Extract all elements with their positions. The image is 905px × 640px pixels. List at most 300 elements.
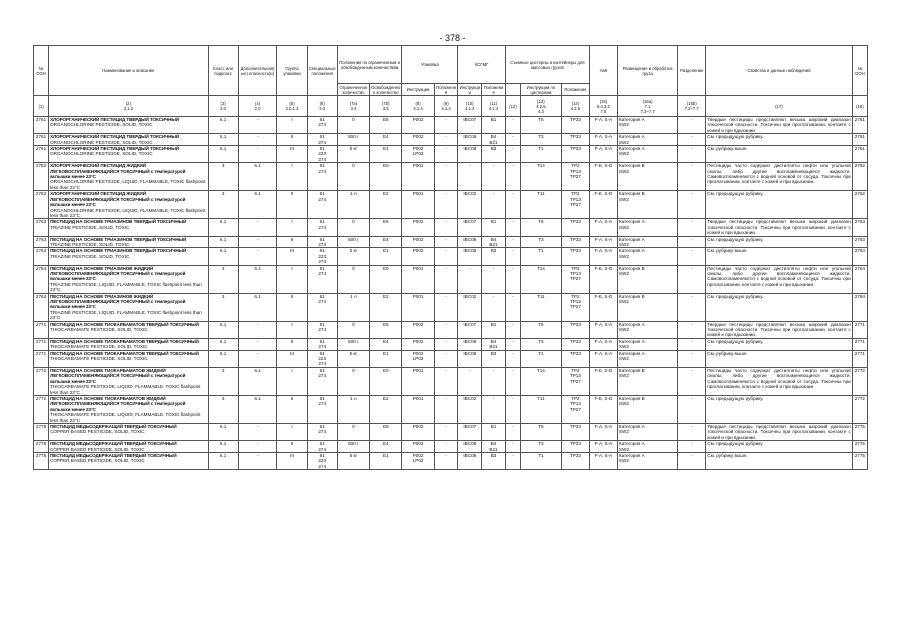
ems-code: F-A, S-A <box>589 146 617 163</box>
stowage: Категория В SW2 <box>617 265 677 293</box>
packing-provision: - <box>434 321 458 338</box>
name-english: THIOCARBAMATE PESTICIDE, SOLID, TOXIC <box>50 327 148 333</box>
ibc-provision: B1 <box>482 423 506 440</box>
table-row <box>34 117 868 134</box>
packing-instruction: P002 LP02 <box>402 350 434 367</box>
stowage: Категория А SW2 <box>617 321 677 338</box>
stowage: Категория В SW2 <box>617 191 677 219</box>
un-number: 2775 <box>34 452 49 469</box>
properties: Твердые пестициды представляют весьма широкий диапазон токсической опасности. Токсичны при проглатывании, контакте с кожей и при вдыхании. <box>707 219 851 236</box>
ems-code: F-A, S-A <box>589 350 617 367</box>
tank-instruction: T3 <box>520 441 561 453</box>
limited-quantity: 0 <box>337 265 369 293</box>
segregation: - <box>678 321 706 338</box>
col-ems: АвК <box>589 46 617 96</box>
properties: См. предыдущую рубрику. <box>706 338 853 350</box>
ibc-instruction: IBC08 <box>458 134 482 146</box>
tank-provision: TP33 <box>561 338 589 350</box>
tank-provision: TP33 <box>561 236 589 248</box>
ibc-instruction: - <box>458 163 482 191</box>
tank-instruction: T6 <box>520 321 561 338</box>
ems-code: F-E, S-D <box>589 395 617 423</box>
column-number: (15) 5.4.3.2 7.8 <box>589 96 617 117</box>
tank-instruction: T3 <box>520 134 561 146</box>
un-number: 2771 <box>34 321 49 338</box>
ems-code: F-A, S-A <box>589 423 617 440</box>
properties: См. рубрику выше. <box>706 350 853 367</box>
segregation: - <box>678 248 706 265</box>
column-12: - <box>505 338 520 350</box>
ibc-provision: B3 <box>482 248 506 265</box>
proper-shipping-name <box>49 350 208 367</box>
tank-provision: TP33 <box>561 248 589 265</box>
proper-shipping-name <box>49 236 208 248</box>
tank-provision: TP33 <box>561 441 589 453</box>
ibc-instruction: IBC02 <box>458 293 482 321</box>
subsidiary-risk: 6.1 <box>238 395 277 423</box>
name-russian: ПЕСТИЦИД НА ОСНОВЕ ТИОКАРБАМАТОВ ЖИДКИЙ ЛЕГКОВОСПЛАМЕНЯЮЩИЙСЯ ТОКСИЧНЫЙ с температурой вспышки менее 23°C <box>50 367 186 384</box>
table-row <box>34 163 868 191</box>
col-no-right: № ООН <box>852 46 867 96</box>
tank-provision: TP2 TP13 TP27 <box>561 265 589 293</box>
packing-provision: - <box>434 367 458 395</box>
column-12: - <box>505 441 520 453</box>
un-number-right: 2761 <box>852 146 867 163</box>
col-pk-instr: Инструкции <box>402 84 434 96</box>
properties: См. предыдущую рубрику. <box>706 395 853 423</box>
ibc-provision: B1 <box>482 321 506 338</box>
name-russian: ПЕСТИЦИД НА ОСНОВЕ ТИОКАРБАМАТОВ ТВЕРДЫЙ ТОКСИЧНЫЙ <box>50 350 199 356</box>
column-number-row <box>34 96 868 117</box>
tank-instruction: T14 <box>520 265 561 293</box>
limited-quantity: 1 л <box>337 191 369 219</box>
un-number-right: 2775 <box>852 441 867 453</box>
column-number: (12) <box>505 96 520 117</box>
stowage: Категория А SW2 <box>617 423 677 440</box>
name-english: TRIAZINE PESTICIDE, SOLID, TOXIC <box>50 241 130 247</box>
packing-instruction: P002 <box>402 219 434 236</box>
col-ibc-instr: Инструкции <box>459 84 480 95</box>
ibc-provision: - <box>482 293 506 321</box>
tank-instruction: T1 <box>520 350 561 367</box>
subsidiary-risk: - <box>238 219 277 236</box>
excepted-quantity: E4 <box>370 134 402 146</box>
excepted-quantity: E0 <box>370 163 402 191</box>
packing-instruction: P002 <box>402 117 434 134</box>
packing-instruction: P001 <box>402 395 434 423</box>
col-eq: Освобожденное количество <box>371 84 401 95</box>
segregation: - <box>678 452 706 469</box>
stowage: Категория А SW2 <box>617 219 677 236</box>
packing-group: I <box>277 163 307 191</box>
segregation: - <box>678 134 706 146</box>
name-russian: ХЛОРОРГАНИЧЕСКИЙ ПЕСТИЦИД ТВЕРДЫЙ ТОКСИЧНЫЙ <box>50 146 179 152</box>
class: 3 <box>208 163 238 191</box>
subsidiary-risk: - <box>238 134 277 146</box>
excepted-quantity: E1 <box>370 350 402 367</box>
properties: Пестициды часто содержат дистилляты нефти или угольной смолы, либо другие воспламеняющиеся жидкости. Самовоспламеняются с водной основой от сосуда. Токсичны при проглатывании, контакте с кожей и при вдыхании. <box>706 367 853 395</box>
ems-code: F-E, S-D <box>589 265 617 293</box>
properties: Твердые пестициды представляют весьма широкий диапазон токсической опасности. Токсичны при проглатывании, контакте с кожей и при вдыхании. <box>707 117 851 133</box>
packing-group: III <box>277 452 307 469</box>
col-class: Класс или подкласс <box>208 46 238 96</box>
un-number: 2763 <box>34 248 49 265</box>
un-number: 2762 <box>34 163 49 191</box>
packing-group: I <box>277 321 307 338</box>
column-number: (16b) 7.2–7.7 <box>678 96 706 117</box>
tank-instruction: T11 <box>520 191 561 219</box>
ems-code: F-A, S-A <box>589 248 617 265</box>
name-russian: ПЕСТИЦИД МЕДЬСОДЕРЖАЩИЙ ТВЕРДЫЙ ТОКСИЧНЫЙ <box>50 441 177 447</box>
column-12: - <box>505 367 520 395</box>
table-row <box>34 191 868 219</box>
excepted-quantity: E5 <box>370 117 402 134</box>
properties: См. предыдущую рубрику. <box>706 134 853 146</box>
un-number-right: 2771 <box>852 338 867 350</box>
column-12: - <box>505 191 520 219</box>
col-ibc-prov: Положения <box>483 84 504 95</box>
packing-instruction: P001 <box>402 293 434 321</box>
limited-quantity: 1 л <box>337 293 369 321</box>
column-number: (1) <box>34 96 49 117</box>
subsidiary-risk: - <box>238 441 277 453</box>
col-limited-quantities: Положения по ограниченным и освобожденным количествам <box>337 46 402 84</box>
proper-shipping-name <box>49 163 208 191</box>
stowage: Категория А SW2 <box>617 350 677 367</box>
name-russian: ПЕСТИЦИД МЕДЬСОДЕРЖАЩИЙ ТВЕРДЫЙ ТОКСИЧНЫЙ <box>50 452 177 458</box>
table-row <box>34 441 868 453</box>
stowage: Категория А SW2 <box>617 248 677 265</box>
stowage: Категория А SW2 <box>617 134 677 146</box>
name-russian: ПЕСТИЦИД МЕДЬСОДЕРЖАЩИЙ ТВЕРДЫЙ ТОКСИЧНЫЙ <box>50 423 177 429</box>
name-english: ORGANOCHLORINE PESTICIDE, LIQUID, FLAMMABLE, TOXIC flashpoint less than 23°C <box>50 207 206 218</box>
special-provisions: 61 274 <box>307 293 337 321</box>
packing-provision: - <box>434 134 458 146</box>
tank-provision: TP33 <box>561 321 589 338</box>
proper-shipping-name <box>49 219 208 236</box>
name-english: THIOCARBAMATE PESTICIDE, LIQUID, FLAMMABLE, TOXIC flashpoint less than 23°C <box>50 384 201 395</box>
column-number: (9) 4.1.4 <box>434 96 458 117</box>
column-number: (18) <box>852 96 867 117</box>
col-subsidiary: Дополнительная(ые) опасность(и) <box>238 46 277 96</box>
subsidiary-risk: 6.1 <box>238 163 277 191</box>
properties: См. рубрику выше. <box>706 452 853 469</box>
class: 6.1 <box>208 452 238 469</box>
name-english: ORGANOCHLORINE PESTICIDE, LIQUID, FLAMMABLE, TOXIC flashpoint less than 23°C <box>50 179 206 190</box>
col-segregation: Разделение <box>678 46 706 96</box>
ems-code: F-A, S-A <box>589 321 617 338</box>
class: 3 <box>208 265 238 293</box>
un-number-right: 2772 <box>852 395 867 423</box>
segregation: - <box>678 423 706 440</box>
proper-shipping-name <box>49 452 208 469</box>
tank-instruction: T6 <box>520 117 561 134</box>
ibc-provision: B3 <box>482 452 506 469</box>
proper-shipping-name <box>49 395 208 423</box>
ibc-instruction: IBC07 <box>458 423 482 440</box>
special-provisions: 61 274 <box>307 134 337 146</box>
tank-instruction: T6 <box>520 423 561 440</box>
packing-instruction: P002 <box>402 134 434 146</box>
ems-code: F-A, S-A <box>589 452 617 469</box>
subsidiary-risk: - <box>238 338 277 350</box>
tank-provision: TP33 <box>561 117 589 134</box>
packing-group: II <box>277 293 307 321</box>
ems-code: F-E, S-D <box>589 293 617 321</box>
column-number: (10) 4.1.4 <box>458 96 482 117</box>
tank-instruction: T1 <box>520 452 561 469</box>
column-number: (13) 4.2.5 4.3 <box>520 96 561 117</box>
segregation: - <box>678 367 706 395</box>
table-body <box>34 117 868 470</box>
col-t12 <box>505 84 520 96</box>
packing-provision: - <box>434 248 458 265</box>
class: 3 <box>208 293 238 321</box>
limited-quantity: 0 <box>337 423 369 440</box>
tank-provision: TP2 TP13 TP27 <box>561 367 589 395</box>
name-russian: ПЕСТИЦИД НА ОСНОВЕ ТИОКАРБАМАТОВ ТВЕРДЫЙ ТОКСИЧНЫЙ <box>50 321 199 327</box>
limited-quantity: 0 <box>337 321 369 338</box>
subsidiary-risk: - <box>238 117 277 134</box>
un-number: 2763 <box>34 219 49 236</box>
subsidiary-risk: - <box>238 350 277 367</box>
limited-quantity: 5 кг <box>337 452 369 469</box>
segregation: - <box>678 350 706 367</box>
special-provisions: 61 274 <box>307 117 337 134</box>
packing-instruction: P002 <box>402 236 434 248</box>
name-russian: ПЕСТИЦИД НА ОСНОВЕ ТРИАЗИНОВ ТВЕРДЫЙ ТОКСИЧНЫЙ <box>50 248 187 254</box>
ibc-instruction: IBC02 <box>458 395 482 423</box>
page-number: - 378 - <box>439 33 466 43</box>
column-12: - <box>505 395 520 423</box>
un-number-right: 2775 <box>852 423 867 440</box>
class: 6.1 <box>208 321 238 338</box>
un-number-right: 2762 <box>852 191 867 219</box>
dangerous-goods-table <box>33 45 868 470</box>
subsidiary-risk: - <box>238 452 277 469</box>
ibc-instruction: IBC08 <box>458 350 482 367</box>
un-number: 2761 <box>34 117 49 134</box>
limited-quantity: 1 л <box>337 395 369 423</box>
un-number-right: 2771 <box>852 321 867 338</box>
ibc-provision: - <box>482 265 506 293</box>
ibc-instruction: IBC08 <box>458 338 482 350</box>
packing-group: II <box>277 134 307 146</box>
stowage: Категория В SW2 <box>617 293 677 321</box>
packing-instruction: P001 <box>402 163 434 191</box>
column-number: (5) 2.0.1.3 <box>277 96 307 117</box>
ems-code: F-A, S-A <box>589 236 617 248</box>
table-row <box>34 395 868 423</box>
special-provisions: 61 274 <box>307 395 337 423</box>
un-number-right: 2761 <box>852 134 867 146</box>
packing-provision: - <box>434 293 458 321</box>
packing-instruction: P002 <box>402 441 434 453</box>
un-number-right: 2775 <box>852 452 867 469</box>
stowage: Категория В SW2 <box>617 395 677 423</box>
ibc-provision: B4 B21 <box>482 338 506 350</box>
un-number: 2775 <box>34 441 49 453</box>
subsidiary-risk: - <box>238 423 277 440</box>
segregation: - <box>678 163 706 191</box>
properties: См. рубрику выше. <box>706 146 853 163</box>
column-number: (17) <box>706 96 853 117</box>
name-russian: ПЕСТИЦИД НА ОСНОВЕ ТРИАЗИНОВ ТВЕРДЫЙ ТОКСИЧНЫЙ <box>50 236 187 242</box>
special-provisions: 61 274 <box>307 219 337 236</box>
name-russian: ПЕСТИЦИД НА ОСНОВЕ ТИОКАРБАМАТОВ ТВЕРДЫЙ ТОКСИЧНЫЙ <box>50 338 199 344</box>
packing-provision: - <box>434 146 458 163</box>
name-english: ORGANOCHLORINE PESTICIDE, SOLID, TOXIC <box>50 122 153 128</box>
name-english: TRIAZINE PESTICIDE, LIQUID, FLAMMABLE, TOXIC flashpoint less than 23°C <box>50 309 202 321</box>
ems-code: F-E, S-D <box>589 191 617 219</box>
name-russian: ПЕСТИЦИД НА ОСНОВЕ ТРИАЗИНОВ ЖИДКИЙ ЛЕГКОВОСПЛАМЕНЯЮЩИЙСЯ ТОКСИЧНЫЙ с температурой вспышки менее 23°C <box>50 293 186 310</box>
proper-shipping-name <box>49 248 208 265</box>
ems-code: F-A, S-A <box>589 117 617 134</box>
segregation: - <box>678 293 706 321</box>
column-12: - <box>505 219 520 236</box>
name-english: TRIAZINE PESTICIDE, LIQUID, FLAMMABLE, TOXIC flashpoint less than 23°C <box>50 281 202 293</box>
tank-instruction: T1 <box>520 146 561 163</box>
class: 6.1 <box>208 219 238 236</box>
col-ibc: КСГМГ <box>458 46 505 84</box>
class: 3 <box>208 395 238 423</box>
column-12: - <box>505 423 520 440</box>
name-english: COPPER BASED PESTICIDE, SOLID, TOXIC <box>50 446 145 452</box>
excepted-quantity: E4 <box>370 236 402 248</box>
col-t-instr: Инструкции по цистернам <box>520 84 561 96</box>
limited-quantity: 500 г <box>337 338 369 350</box>
ibc-provision: B1 <box>482 117 506 134</box>
name-english: COPPER BASED PESTICIDE, SOLID, TOXIC <box>50 429 145 435</box>
class: 6.1 <box>208 134 238 146</box>
packing-group: II <box>277 441 307 453</box>
segregation: - <box>678 395 706 423</box>
segregation: - <box>678 117 706 134</box>
column-12: - <box>505 146 520 163</box>
segregation: - <box>678 338 706 350</box>
special-provisions: 61 223 274 <box>307 350 337 367</box>
packing-group: I <box>277 423 307 440</box>
col-packing: Упаковка <box>402 46 458 84</box>
un-number-right: 2772 <box>852 367 867 395</box>
tank-instruction: T3 <box>520 338 561 350</box>
subsidiary-risk: - <box>238 146 277 163</box>
limited-quantity: 5 кг <box>337 248 369 265</box>
excepted-quantity: E1 <box>370 452 402 469</box>
packing-group: II <box>277 191 307 219</box>
column-number: (3) 2.0 <box>208 96 238 117</box>
tank-provision: TP2 TP13 TP27 <box>561 163 589 191</box>
packing-instruction: P002 <box>402 423 434 440</box>
proper-shipping-name <box>49 265 208 293</box>
tank-instruction: T14 <box>520 367 561 395</box>
segregation: - <box>678 441 706 453</box>
subsidiary-risk: - <box>238 248 277 265</box>
packing-provision: - <box>434 191 458 219</box>
packing-group: I <box>277 117 307 134</box>
properties: См. предыдущую рубрику. <box>706 236 853 248</box>
excepted-quantity: E2 <box>370 293 402 321</box>
ems-code: F-A, S-A <box>589 134 617 146</box>
packing-group: II <box>277 236 307 248</box>
un-number-right: 2771 <box>852 350 867 367</box>
class: 6.1 <box>208 423 238 440</box>
name-english: THIOCARBAMATE PESTICIDE, SOLID, TOXIC <box>50 356 148 362</box>
class: 6.1 <box>208 350 238 367</box>
ibc-provision: B4 B21 <box>482 441 506 453</box>
subsidiary-risk: 6.1 <box>238 367 277 395</box>
name-english: THIOCARBAMATE PESTICIDE, LIQUID, FLAMMABLE, TOXIC flashpoint less than 23°C <box>50 412 201 423</box>
table-row <box>34 423 868 440</box>
limited-quantity: 5 кг <box>337 350 369 367</box>
proper-shipping-name <box>49 293 208 321</box>
un-number: 2772 <box>34 395 49 423</box>
segregation: - <box>678 236 706 248</box>
column-12: - <box>505 117 520 134</box>
packing-instruction: P002 LP02 <box>402 452 434 469</box>
column-12: - <box>505 134 520 146</box>
subsidiary-risk: - <box>238 321 277 338</box>
excepted-quantity: E1 <box>370 248 402 265</box>
properties: См. предыдущую рубрику. <box>706 441 853 453</box>
stowage: Категория В SW2 <box>617 163 677 191</box>
class: 6.1 <box>208 146 238 163</box>
packing-provision: - <box>434 338 458 350</box>
un-number-right: 2763 <box>852 248 867 265</box>
tank-provision: TP33 <box>561 219 589 236</box>
packing-group: I <box>277 265 307 293</box>
name-english: TRIAZINE PESTICIDE, SOLID, TOXIC <box>50 253 130 259</box>
un-number: 2771 <box>34 338 49 350</box>
ibc-provision: B3 <box>482 146 506 163</box>
special-provisions: 61 274 <box>307 236 337 248</box>
table-row <box>34 452 868 469</box>
column-number: (11) 4.1.4 <box>482 96 506 117</box>
col-no: № ООН <box>34 46 49 96</box>
limited-quantity: 0 <box>337 117 369 134</box>
proper-shipping-name <box>49 441 208 453</box>
table-row <box>34 321 868 338</box>
special-provisions: 61 274 <box>307 321 337 338</box>
col-t-prov: Положения <box>561 84 589 96</box>
column-12: - <box>505 293 520 321</box>
un-number: 2764 <box>34 265 49 293</box>
column-number: (7b) 3.5 <box>370 96 402 117</box>
limited-quantity: 0 <box>337 367 369 395</box>
limited-quantity: 5 кг <box>337 146 369 163</box>
un-number-right: 2764 <box>852 265 867 293</box>
un-number: 2775 <box>34 423 49 440</box>
un-number: 2772 <box>34 367 49 395</box>
name-english: THIOCARBAMATE PESTICIDE, SOLID, TOXIC <box>50 344 148 350</box>
table-row <box>34 236 868 248</box>
name-russian: ХЛОРОРГАНИЧЕСКИЙ ПЕСТИЦИД ТВЕРДЫЙ ТОКСИЧНЫЙ <box>50 117 179 122</box>
stowage: Категория А SW2 <box>617 338 677 350</box>
segregation: - <box>678 146 706 163</box>
ibc-provision: - <box>482 395 506 423</box>
segregation: - <box>678 191 706 219</box>
excepted-quantity: E5 <box>370 321 402 338</box>
table-row <box>34 146 868 163</box>
subsidiary-risk: 6.1 <box>238 265 277 293</box>
ibc-instruction: IBC07 <box>458 321 482 338</box>
un-number-right: 2764 <box>852 293 867 321</box>
limited-quantity: 0 <box>337 219 369 236</box>
column-12: - <box>505 452 520 469</box>
properties: Твердые пестициды представляют весьма широкий диапазон токсической опасности. Токсичны при проглатывании, контакте с кожей и при вдыхании. <box>707 423 851 440</box>
excepted-quantity: E1 <box>370 146 402 163</box>
column-12: - <box>505 248 520 265</box>
